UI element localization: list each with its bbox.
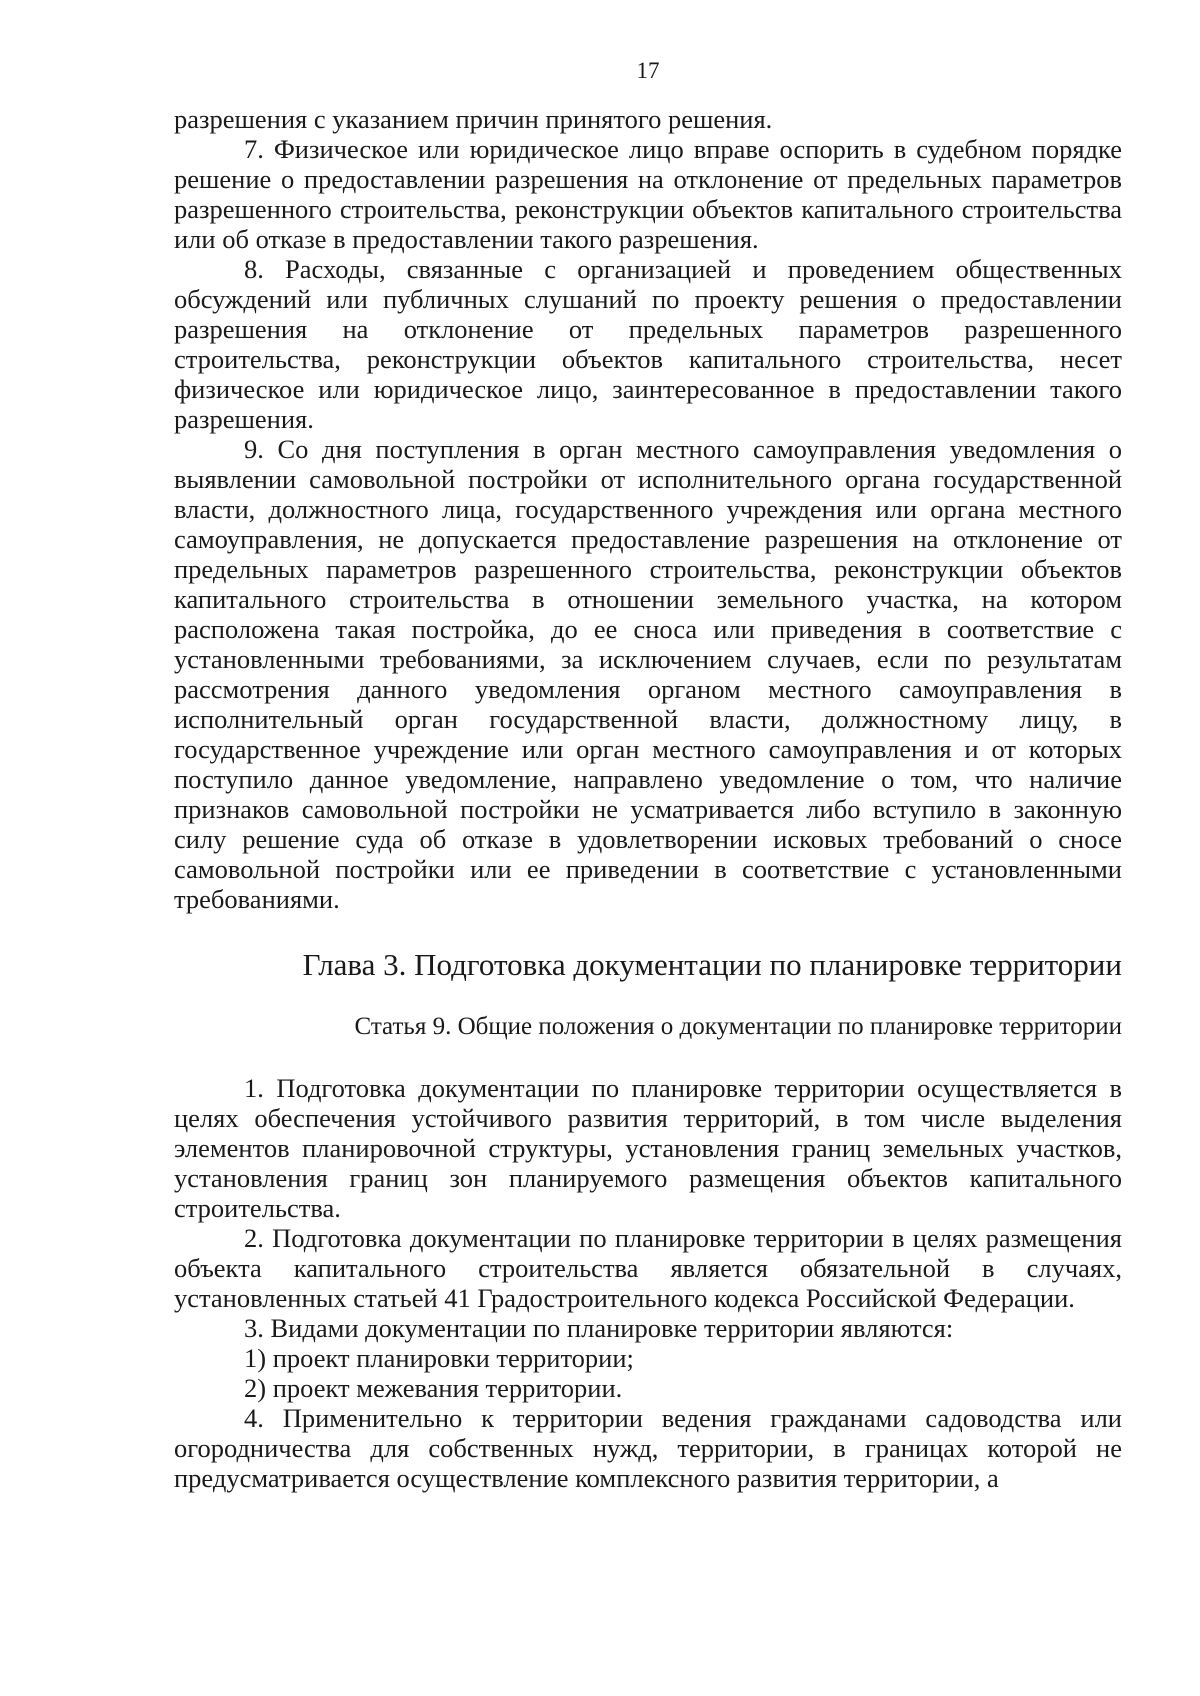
paragraph: 2. Подготовка документации по планировке территории в целях размещения объекта капитального строительства является обязательной в случаях, установленных статьей 41 Градостроительного кодекса Российской Федерации. <box>174 1223 1122 1313</box>
page-number: 17 <box>636 58 660 83</box>
paragraph: 4. Применительно к территории ведения гражданами садоводства или огородничества для собственных нужд, территории, в границах которой не предусматривается осуществление комплексного развития территории, а <box>174 1403 1122 1493</box>
paragraph: 8. Расходы, связанные с организацией и проведением общественных обсуждений или публичных слушаний по проекту решения о предоставлении разрешения на отклонение от предельных параметров разрешенного строительства, реконструкции объектов капитального строительства, несет физическое или юридическое лицо, заинтересованное в предоставлении такого разрешения. <box>174 254 1122 434</box>
chapter-heading: Глава 3. Подготовка документации по планировке территории <box>302 947 1122 982</box>
paragraph: разрешения с указанием причин принятого решения. <box>174 104 773 134</box>
list-item: 2) проект межевания территории. <box>244 1373 623 1403</box>
paragraph: 1. Подготовка документации по планировке территории осуществляется в целях обеспечения устойчивого развития территорий, в том числе выделения элементов планировочной структуры, установления границ земельных участков, установления границ зон планируемого размещения объектов капитального строительства. <box>174 1073 1122 1223</box>
paragraph: 7. Физическое или юридическое лицо вправе оспорить в судебном порядке решение о предоставлении разрешения на отклонение от предельных параметров разрешенного строительства, реконструкции объектов капитального строительства или об отказе в предоставлении такого разрешения. <box>174 134 1122 254</box>
list-item: 1) проект планировки территории; <box>244 1343 634 1373</box>
article-heading: Статья 9. Общие положения о документации по планировке территории <box>354 1013 1122 1040</box>
document-body <box>174 104 1122 1493</box>
paragraph: 3. Видами документации по планировке территории являются: <box>244 1313 954 1343</box>
paragraph: 9. Со дня поступления в орган местного самоуправления уведомления о выявлении самовольной постройки от исполнительного органа государственной власти, должностного лица, государственного учреждения или органа местного самоуправления, не допускается предоставление разрешения на отклонение от предельных параметров разрешенного строительства, реконструкции объектов капитального строительства в отношении земельного участка, на котором расположена такая постройка, до ее сноса или приведения в соответствие с установленными требованиями, за исключением случаев, если по результатам рассмотрения данного уведомления органом местного самоуправления в исполнительный орган государственной власти, должностному лицу, в государственное учреждение или орган местного самоуправления и от которых поступило данное уведомление, направлено уведомление о том, что наличие признаков самовольной постройки не усматривается либо вступило в законную силу решение суда об отказе в удовлетворении исковых требований о сносе самовольной постройки или ее приведении в соответствие с установленными требованиями. <box>174 434 1122 914</box>
